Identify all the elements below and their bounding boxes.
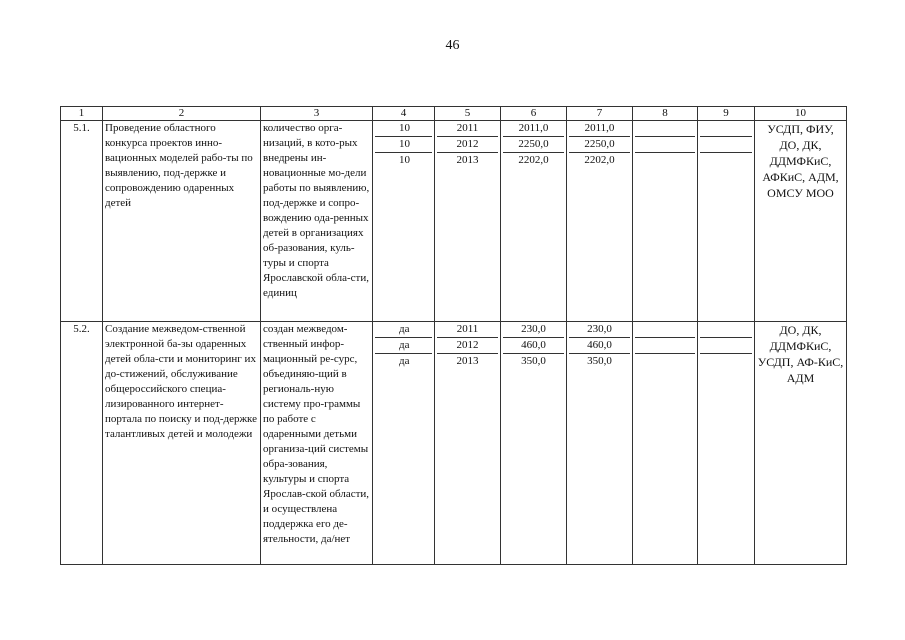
amount-col7-2013: 350,0	[587, 355, 612, 367]
amount-col7-cell	[567, 322, 633, 565]
amount-col6-cell	[501, 121, 567, 322]
action-cell: Создание межведом-ственной электронной ба-зы одаренных детей обла-сти и мониторинг их до-стижений, обслуживание общероссийского специа-лизированного интернет-портала по поиску и под-держке талантливых детей и молодежи	[103, 322, 261, 565]
responsible-cell: ДО, ДК, ДДМФКиС, УСДП, АФ-КиС, АДМ	[755, 322, 847, 565]
amount-col6-2012: 460,0	[503, 338, 564, 354]
header-col-10: 10	[755, 107, 847, 121]
col9-cell	[698, 121, 755, 322]
header-col-8: 8	[633, 107, 698, 121]
value-2011: 10	[375, 121, 432, 137]
amount-col6-cell	[501, 322, 567, 565]
col8-cell	[633, 121, 698, 322]
indicator-cell: количество орга-низаций, в кото-рых внедрены ин-новационные мо-дели работы по выявлению, под-держке и сопро-вождению ода-ренных детей в организациях об-разования, куль-туры и спорта Ярославской обла-сти, единиц	[261, 121, 373, 322]
value-2012: 10	[375, 137, 432, 153]
year-2012: 2012	[437, 338, 498, 354]
amount-col6-2011: 230,0	[503, 322, 564, 338]
header-col-2: 2	[103, 107, 261, 121]
amount-col7-2013: 2202,0	[584, 154, 615, 166]
header-col-6: 6	[501, 107, 567, 121]
amount-col7-2011: 2011,0	[569, 121, 630, 137]
header-col-9: 9	[698, 107, 755, 121]
header-col-3: 3	[261, 107, 373, 121]
amount-col7-cell	[567, 121, 633, 322]
action-cell: Проведение областного конкурса проектов инно-вационных моделей рабо-ты по выявлению, под-держке и сопровождению одаренных детей	[103, 121, 261, 322]
amount-col6-2013: 2202,0	[518, 154, 549, 166]
value-2012: да	[375, 338, 432, 354]
indicator-cell: создан межведом-ственный инфор-мационный ре-сурс, объединяю-щий в региональ-ную систему про-граммы по работе с одаренными детьми организа-ций системы обра-зования, культуры и спорта Ярослав-ской области, и осуществлена поддержка его де-ятельности, да/нет	[261, 322, 373, 565]
amount-col7-2012: 460,0	[569, 338, 630, 354]
col9-2013	[700, 354, 752, 369]
header-row	[61, 107, 847, 121]
col9-cell	[698, 322, 755, 565]
header-col-4: 4	[373, 107, 435, 121]
table-row	[61, 322, 847, 565]
year-2012: 2012	[437, 137, 498, 153]
table-row	[61, 121, 847, 322]
responsible-cell: УСДП, ФИУ, ДО, ДК, ДДМФКиС, АФКиС, АДМ, ОМСУ МОО	[755, 121, 847, 322]
year-2013: 2013	[456, 355, 479, 367]
col9-2011	[700, 121, 752, 137]
amount-col7-2012: 2250,0	[569, 137, 630, 153]
col9-2012	[700, 338, 752, 354]
col8-2011	[635, 322, 695, 338]
page-number: 46	[445, 38, 460, 53]
col8-2012	[635, 338, 695, 354]
value-2011: да	[375, 322, 432, 338]
col8-2012	[635, 137, 695, 153]
year-2013: 2013	[456, 154, 479, 166]
amount-col6-2013: 350,0	[521, 355, 546, 367]
year-2011: 2011	[437, 322, 498, 338]
value-2013: да	[399, 355, 410, 367]
col8-cell	[633, 322, 698, 565]
col8-2013	[635, 354, 695, 369]
col9-2011	[700, 322, 752, 338]
amount-col6-2012: 2250,0	[503, 137, 564, 153]
amount-col6-2011: 2011,0	[503, 121, 564, 137]
value-cell	[373, 322, 435, 565]
year-cell	[435, 322, 501, 565]
year-2011: 2011	[437, 121, 498, 137]
col8-2011	[635, 121, 695, 137]
row-number: 5.1.	[61, 121, 103, 322]
year-cell	[435, 121, 501, 322]
header-col-1: 1	[61, 107, 103, 121]
header-col-7: 7	[567, 107, 633, 121]
program-table	[60, 106, 847, 565]
value-cell	[373, 121, 435, 322]
row-number: 5.2.	[61, 322, 103, 565]
header-col-5: 5	[435, 107, 501, 121]
col8-2013	[635, 153, 695, 168]
col9-2012	[700, 137, 752, 153]
col9-2013	[700, 153, 752, 168]
amount-col7-2011: 230,0	[569, 322, 630, 338]
value-2013: 10	[399, 154, 410, 166]
